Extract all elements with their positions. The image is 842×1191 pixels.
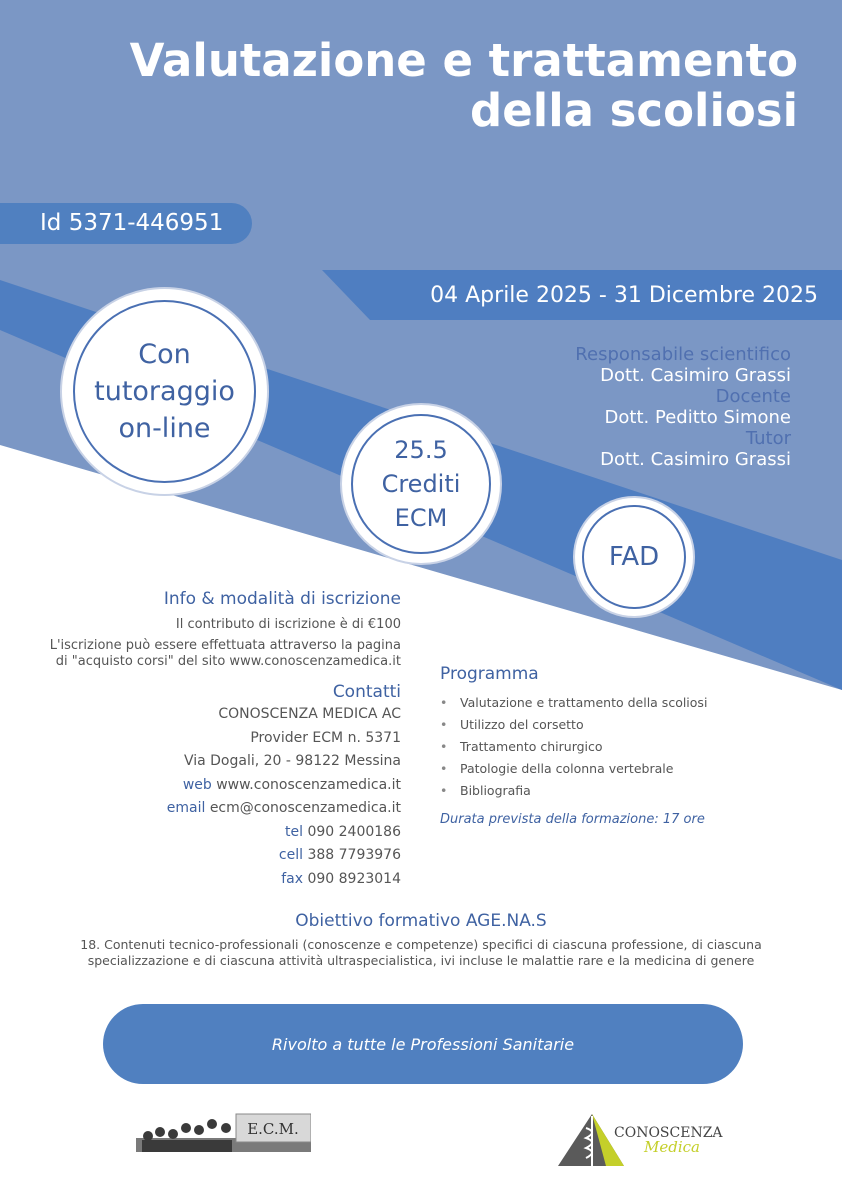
tutoraggio-line-2: tutoraggio — [94, 376, 235, 407]
fax-label: fax — [281, 870, 304, 887]
programma-item: • Patologie della colonna vertebrale — [440, 758, 820, 780]
email-link[interactable]: ecm@conoscenzamedica.it — [209, 800, 401, 816]
contact-fax — [21, 868, 401, 892]
contact-org: CONOSCENZA MEDICA AC — [218, 706, 401, 722]
tutoraggio-badge — [62, 289, 267, 494]
responsabile-label: Responsabile scientifico — [575, 344, 791, 365]
web-label: web — [182, 776, 212, 793]
contact-address: Via Dogali, 20 - 98122 Messina — [183, 753, 401, 769]
course-dates: 04 Aprile 2025 - 31 Dicembre 2025 — [430, 283, 818, 308]
durata-text: Durata prevista della formazione: 17 ore — [440, 812, 705, 827]
conoscenza-medica-logo — [556, 1112, 736, 1172]
programma-heading: Programma — [440, 664, 539, 684]
contatti-heading: Contatti — [332, 682, 401, 702]
contact-tel — [21, 821, 401, 845]
contact-provider: Provider ECM n. 5371 — [250, 729, 401, 746]
programma-item: • Bibliografia — [440, 780, 820, 802]
course-id-badge: Id 5371-446951 — [0, 203, 252, 244]
fad-label: FAD — [608, 542, 660, 572]
programma-item: • Utilizzo del corsetto — [440, 714, 820, 736]
crediti-value: 25.5 — [394, 436, 448, 464]
docente-name: Dott. Peditto Simone — [604, 407, 791, 428]
target-audience-banner: Rivolto a tutte le Professioni Sanitarie — [103, 1004, 743, 1084]
obiettivo-section — [40, 911, 802, 969]
programma-item: • Trattamento chirurgico — [440, 736, 820, 758]
crediti-line-3: ECM — [394, 504, 448, 532]
cell-value: 388 7793976 — [307, 847, 401, 863]
tutoraggio-line-3: on-line — [118, 413, 211, 444]
tutor-name: Dott. Casimiro Grassi — [600, 449, 791, 470]
fad-badge — [575, 498, 693, 616]
page-title — [60, 36, 798, 136]
crediti-badge — [342, 405, 500, 563]
iscrizione-line-2: di "acquisto corsi" del sito www.conoscenzamedica.it — [55, 654, 401, 669]
crediti-line-2: Crediti — [381, 470, 461, 498]
contact-email — [21, 797, 401, 821]
iscrizione-line-1: L'iscrizione può essere effettuata attraverso la pagina — [49, 638, 401, 653]
title-line-2: della scoliosi — [470, 84, 798, 137]
cell-label: cell — [278, 847, 304, 863]
tutoraggio-line-1: Con — [138, 339, 191, 370]
cm-logo-line2: Medica — [644, 1138, 700, 1156]
docente-label: Docente — [715, 386, 791, 407]
tel-value: 090 2400186 — [307, 823, 401, 840]
ecm-logo — [136, 1110, 311, 1155]
programma-list — [440, 692, 820, 802]
obiettivo-line-1: 18. Contenuti tecnico-professionali (conoscenze e competenze) specifici di ciascuna professione, di ciascuna — [80, 937, 762, 952]
contributo-text: Il contributo di iscrizione è di €100 — [175, 617, 401, 632]
ecm-logo-text: E.C.M. — [247, 1120, 299, 1138]
programma-section — [440, 664, 820, 827]
title-line-1: Valutazione e trattamento — [129, 34, 798, 87]
tel-label: tel — [285, 823, 304, 840]
cm-logo-line1: CONOSCENZA — [614, 1125, 723, 1141]
programma-item: • Valutazione e trattamento della scoliosi — [440, 692, 820, 714]
responsabile-name: Dott. Casimiro Grassi — [600, 365, 791, 386]
info-heading: Info & modalità di iscrizione — [163, 589, 401, 609]
contact-web — [21, 774, 401, 798]
obiettivo-line-2: specializzazione e di ciascuna attività ultraspecialistica, ivi incluse le malattie rare e la medicina di genere — [87, 953, 755, 968]
contact-cell — [21, 844, 401, 868]
fax-value: 090 8923014 — [307, 870, 401, 887]
tutor-label: Tutor — [745, 428, 791, 449]
staff-block — [575, 344, 791, 470]
web-link[interactable]: www.conoscenzamedica.it — [216, 776, 401, 793]
obiettivo-heading: Obiettivo formativo AGE.NA.S — [295, 911, 547, 931]
info-section — [21, 589, 401, 891]
email-label: email — [166, 800, 206, 816]
